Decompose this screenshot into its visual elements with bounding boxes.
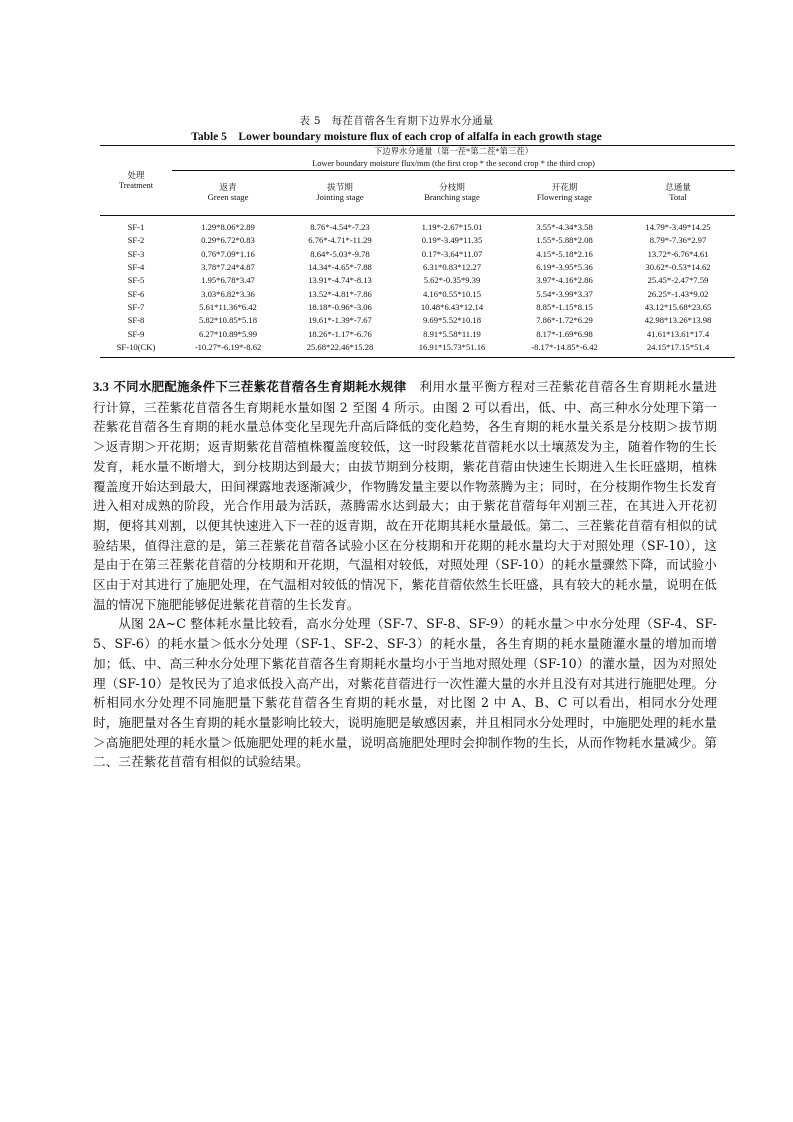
stage-header-total xyxy=(621,171,735,216)
stage-header-cn: 返青 xyxy=(219,182,237,193)
flux-value-cell: 26.25*-1.43*9.02 xyxy=(647,288,709,299)
treatment-header-en: Treatment xyxy=(118,180,154,190)
treatment-cell: SF-1 xyxy=(127,221,145,232)
table-row xyxy=(100,301,735,314)
flux-value-cell: 6.27*10.89*5.99 xyxy=(198,328,257,339)
table-caption-english: Table 5 Lower boundary moisture flux of each crop of alfalfa in each growth stage xyxy=(191,131,602,143)
flux-value-cell: 3.78*7.24*4.87 xyxy=(201,261,255,272)
stage-header-branching xyxy=(396,171,508,216)
table-row xyxy=(100,288,735,301)
flux-value-cell: 5.82*10.85*5.18 xyxy=(198,315,257,326)
flux-value-cell: 41.61*13.61*17.4 xyxy=(646,328,710,339)
treatment-cell: SF-3 xyxy=(127,248,145,259)
flux-value-cell: 8.76*-4.54*-7.23 xyxy=(310,221,370,232)
flux-value-cell: 19.61*-1.39*-7.67 xyxy=(308,315,372,326)
flux-value-cell: 7.86*-1.72*6.29 xyxy=(536,315,593,326)
stage-header-en: Total xyxy=(669,192,687,202)
flux-value-cell: 13.72*-6.76*4.61 xyxy=(647,248,709,259)
flux-value-cell: 0.17*-3.64*11.07 xyxy=(421,248,483,259)
stage-header-en: Jointing stage xyxy=(316,192,364,202)
treatment-header xyxy=(100,146,172,216)
paragraph-1 xyxy=(93,377,717,614)
flux-value-cell: -10.27*-6.19*-8.62 xyxy=(194,342,262,353)
table-body xyxy=(100,216,735,358)
flux-value-cell: 16.91*15.73*51.16 xyxy=(418,342,486,353)
flux-value-cell: 9.69*5.52*10.18 xyxy=(422,315,481,326)
stage-header-en: Green stage xyxy=(207,192,249,202)
flux-value-cell: 3.55*-4.34*3.58 xyxy=(536,221,593,232)
table-row xyxy=(100,261,735,274)
treatment-cell: SF-9 xyxy=(127,328,145,339)
stage-header-cn: 总通量 xyxy=(665,182,691,193)
flux-value-cell: 0.76*7.09*1.16 xyxy=(201,248,255,259)
flux-value-cell: 8.85*-1.15*8.15 xyxy=(536,302,593,313)
treatment-cell: SF-4 xyxy=(127,261,145,272)
treatment-header-cn: 处理 xyxy=(127,170,145,180)
table-row xyxy=(100,328,735,341)
stage-header-en: Flowering stage xyxy=(536,192,593,202)
flux-value-cell: 42.98*13.26*13.98 xyxy=(644,315,712,326)
table-row xyxy=(100,216,735,235)
section-body xyxy=(93,377,717,772)
flux-value-cell: 25.45*-2.47*7.59 xyxy=(647,275,709,286)
flux-value-cell: 3.97*-4.16*2.86 xyxy=(536,275,593,286)
flux-value-cell: 0.19*-3.49*11.35 xyxy=(421,235,483,246)
section-number: 3.3 xyxy=(93,380,110,394)
treatment-cell: SF-5 xyxy=(127,275,145,286)
table-row xyxy=(100,234,735,247)
flux-value-cell: 24.15*17.15*51.4 xyxy=(646,342,710,353)
table-row xyxy=(100,342,735,358)
flux-value-cell: 3.03*6.82*3.36 xyxy=(201,288,255,299)
flux-value-cell: 1.19*-2.67*15.01 xyxy=(421,221,483,232)
table-row xyxy=(100,248,735,261)
paragraph-1-text: 利用水量平衡方程对三茬紫花苜蓿各生育期耗水量进行计算，三茬紫花苜蓿各生育期耗水量如图 2 至图 4 所示。由图 2 可以看出，低、中、高三种水分处理下第一茬紫花苜蓿各生育期的耗水量总体变化呈现先升高后降低的变化趋势，各生育期的耗水量关系是分枝期＞拔节期＞返青期＞开花期；返青期紫花苜蓿植株覆盖度较低，这一时段紫花苜蓿耗水以土壤蒸发为主，随着作物的生长发育，耗水量不断增大，到分枝期达到最大；由拔节期到分枝期，紫花苜蓿由快速生长期进入生长旺盛期，植株覆盖度开始达到最大，田间裸露地表逐渐减少，作物腾发量主要以作物蒸腾为主；同时，在分枝期作物生长发育进入相对成熟的阶段，光合作用最为活跃，蒸腾需水达到最大；由于紫花苜蓿每年刈割三茬，在其进入开花初期，便将其刈割，以便其快速进入下一茬的返青期，故在开花期其耗水量最低。第二、三茬紫花苜蓿有相似的试验结果，值得注意的是，第三茬紫花苜蓿各试验小区在分枝期和开花期的耗水量均大于对照处理（SF-10），这是由于在第三茬紫花苜蓿的分枝期和开花期，气温相对较低，对照处理（SF-10）的耗水量骤然下降，而试验小区由于对其进行了施肥处理，在气温相对较低的情况下，紫花苜蓿依然生长旺盛，具有较大的耗水量，说明在低温的情况下施肥能够促进紫花苜蓿的生长发育。 xyxy=(93,379,717,612)
flux-value-cell: 1.55*-5.88*2.08 xyxy=(536,235,593,246)
flux-value-cell: 18.26*-1.17*-6.76 xyxy=(308,328,372,339)
flux-value-cell: 1.29*8.06*2.89 xyxy=(201,221,255,232)
treatment-cell: SF-10(CK) xyxy=(116,342,156,353)
stage-header-cn: 分枝期 xyxy=(439,182,465,193)
flux-value-cell: -8.17*-14.85*-6.42 xyxy=(531,342,598,353)
flux-header-cn: 下边界水分通量（第一茬*第二茬*第三茬） xyxy=(373,147,534,157)
stage-header-green xyxy=(172,171,284,216)
treatment-cell: SF-6 xyxy=(127,288,145,299)
table-caption-chinese: 表 5 每茬苜蓿各生育期下边界水分通量 xyxy=(299,115,494,127)
flux-value-cell: 8.64*-5.03*-9.78 xyxy=(310,248,370,259)
flux-value-cell: 30.62*-0.53*14.62 xyxy=(645,261,711,272)
flux-header-en: Lower boundary moisture flux/mm (the first crop * the second crop * the third crop) xyxy=(312,159,595,169)
stage-header-cn: 开花期 xyxy=(551,182,578,193)
flux-value-cell: 6.31*0.83*12.27 xyxy=(422,261,481,272)
flux-value-cell: 8.91*5.58*11.19 xyxy=(423,328,481,339)
flux-value-cell: 5.62*-0.35*9.39 xyxy=(423,275,481,286)
flux-value-cell: 13.91*-4.74*-8.13 xyxy=(308,275,372,286)
treatment-cell: SF-7 xyxy=(127,302,145,313)
flux-value-cell: 6.76*-4.71*-11.29 xyxy=(308,235,372,246)
flux-value-cell: 18.18*-0.96*-3.06 xyxy=(308,302,372,313)
flux-value-cell: 5.54*-3.99*3.37 xyxy=(536,288,593,299)
section-heading: 不同水肥配施条件下三茬紫花苜蓿各生育期耗水规律 xyxy=(113,379,407,394)
stage-header-en: Branching stage xyxy=(424,192,480,202)
flux-value-cell: 25.68*22.46*15.28 xyxy=(306,342,374,353)
flux-value-cell: 8.17*-1.69*6.98 xyxy=(536,328,593,339)
flux-value-cell: 0.29*6.72*0.83 xyxy=(201,235,255,246)
stage-header-flowering xyxy=(508,171,621,216)
flux-value-cell: 10.48*6.43*12.14 xyxy=(420,302,484,313)
stage-header-cn: 拔节期 xyxy=(327,182,353,193)
treatment-cell: SF-2 xyxy=(127,235,145,246)
flux-value-cell: 6.19*-3.95*5.36 xyxy=(536,261,593,272)
flux-value-cell: 5.61*11.36*6.42 xyxy=(199,302,257,313)
paragraph-2: 从图 2A~C 整体耗水量比较看，高水分处理（SF-7、SF-8、SF-9）的耗水量＞中水分处理（SF-4、SF-5、SF-6）的耗水量＞低水分处理（SF-1、SF-2、SF-3）的耗水量，各生育期的耗水量随灌水量的增加而增加；低、中、高三种水分处理下紫花苜蓿各生育期耗水量均小于当地对照处理（SF-10）的灌水量，因为对照处理（SF-10）是牧民为了追求低投入高产出，对紫花苜蓿进行一次性灌大量的水并且没有对其进行施肥处理。分析相同水分处理不同施肥量下紫花苜蓿各生育期的耗水量，对比图 2 中 A、B、C 可以看出，相同水分处理时，施肥量对各生育期的耗水量影响比较大，说明施肥是敏感因素，并且相同水分处理时，中施肥处理的耗水量＞高施肥处理的耗水量＞低施肥处理的耗水量，说明高施肥处理时会抑制作物的生长，从而作物耗水量减少。第二、三茬紫花苜蓿有相似的试验结果。 xyxy=(93,616,717,770)
moisture-flux-table xyxy=(100,145,735,358)
flux-value-cell: 14.79*-3.49*14.25 xyxy=(645,221,711,232)
flux-value-cell: 4.15*-5.18*2.16 xyxy=(536,248,593,259)
table-row xyxy=(100,315,735,328)
stage-header-jointing xyxy=(284,171,396,216)
table-row xyxy=(100,275,735,288)
flux-value-cell: 43.12*15.68*23.65 xyxy=(644,302,712,313)
flux-value-cell: 4.16*0.55*10.15 xyxy=(422,288,481,299)
flux-value-cell: 8.79*-7.36*2.97 xyxy=(649,235,707,246)
flux-value-cell: 13.52*-4.81*-7.86 xyxy=(308,288,372,299)
flux-value-cell: 14.34*-4.65*-7.88 xyxy=(308,261,372,272)
flux-value-cell: 1.95*6.78*3.47 xyxy=(201,275,255,286)
treatment-cell: SF-8 xyxy=(127,315,145,326)
